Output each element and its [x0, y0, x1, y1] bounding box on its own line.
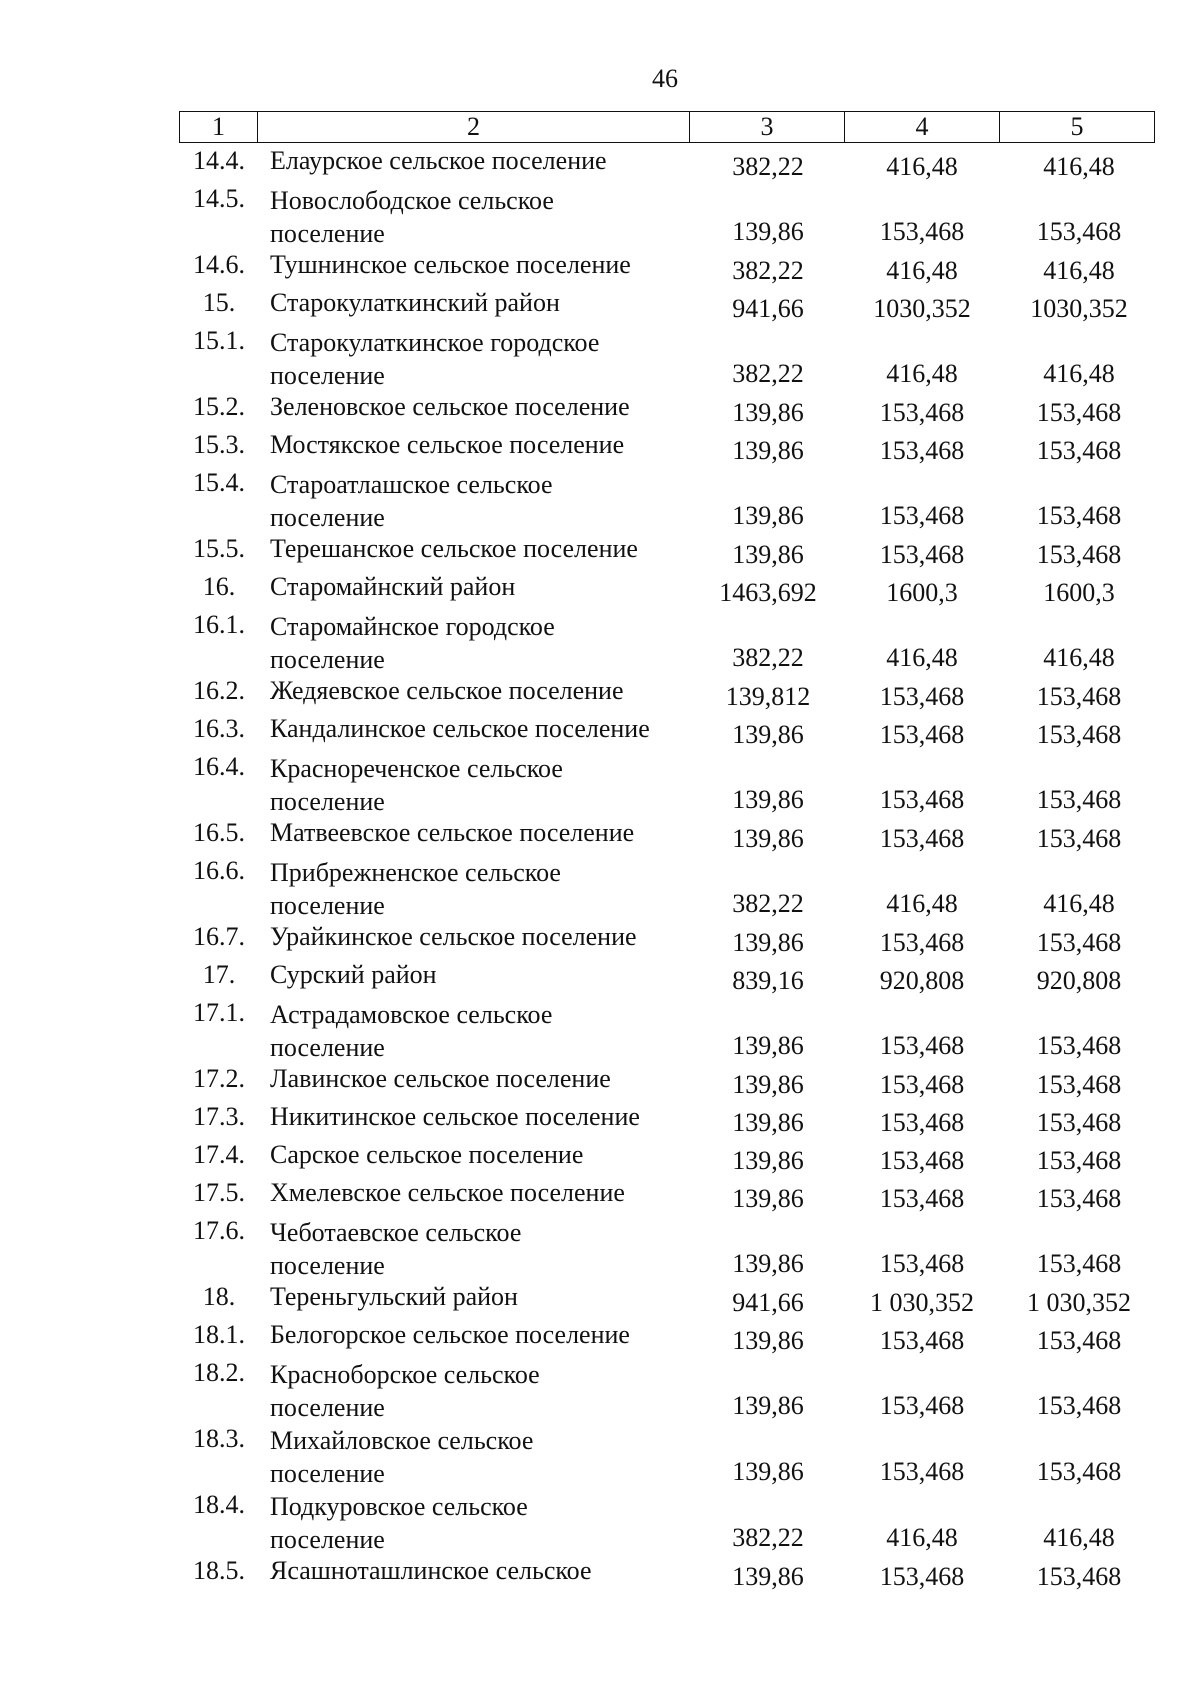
table-row [0, 714, 1200, 752]
row-value-col-4: 153,468 [879, 824, 965, 853]
row-name [270, 392, 690, 422]
row-name-line: Сарское сельское поселение [270, 1140, 584, 1169]
row-name-line: поселение [270, 503, 385, 532]
table-row [0, 1064, 1200, 1102]
row-name-line: Прибрежненское сельское [270, 858, 561, 887]
row-value-col-5: 153,468 [1036, 1249, 1122, 1278]
row-value-col-5: 153,468 [1036, 1070, 1122, 1099]
row-name [270, 1064, 690, 1094]
row-name [270, 1556, 690, 1586]
row-value-col-5: 153,468 [1036, 1391, 1122, 1420]
row-value-col-3: 382,22 [732, 152, 804, 181]
table-row [0, 572, 1200, 610]
row-value-col-4: 1030,352 [873, 294, 971, 323]
row-name [270, 184, 690, 250]
table-row [0, 1424, 1200, 1490]
row-value-col-3: 139,86 [732, 1249, 804, 1278]
row-value-col-5: 153,468 [1036, 540, 1122, 569]
table-row [0, 960, 1200, 998]
row-name-line: поселение [270, 1393, 385, 1422]
row-value-col-4: 153,468 [879, 1457, 965, 1486]
row-name-line: Кандалинское сельское поселение [270, 714, 650, 743]
row-name [270, 960, 690, 990]
table-row [0, 146, 1200, 184]
row-number: 16. [202, 572, 236, 601]
row-name [270, 676, 690, 706]
row-name-line: поселение [270, 361, 385, 390]
table-row [0, 1556, 1200, 1594]
row-name-line: Старомайнское городское [270, 612, 555, 641]
row-value-col-5: 416,48 [1043, 256, 1115, 285]
row-value-col-4: 153,468 [879, 1326, 965, 1355]
row-value-col-3: 139,86 [732, 1562, 804, 1591]
row-number: 16.1. [193, 610, 245, 639]
table-row [0, 1490, 1200, 1556]
row-name-line: Терешанское сельское поселение [270, 534, 638, 563]
row-name-line: Елаурское сельское поселение [270, 146, 607, 175]
row-name-line: Новослободское сельское [270, 186, 554, 215]
row-number: 18.3. [193, 1424, 245, 1453]
row-number: 16.3. [193, 714, 245, 743]
row-name [270, 1140, 690, 1170]
row-name-line: поселение [270, 1033, 385, 1062]
row-value-col-4: 416,48 [886, 889, 958, 918]
table-row [0, 610, 1200, 676]
row-value-col-4: 153,468 [879, 785, 965, 814]
table-row [0, 752, 1200, 818]
row-number: 14.5. [193, 184, 245, 213]
row-name-line: Урайкинское сельское поселение [270, 922, 637, 951]
row-name-line: Белогорское сельское поселение [270, 1320, 630, 1349]
row-value-col-4: 153,468 [879, 1146, 965, 1175]
row-value-col-5: 153,468 [1036, 1031, 1122, 1060]
row-value-col-3: 139,86 [732, 540, 804, 569]
table-header [179, 111, 1155, 143]
header-col-5: 5 [1070, 112, 1084, 141]
row-value-col-3: 382,22 [732, 643, 804, 672]
row-number: 16.2. [193, 676, 245, 705]
row-value-col-3: 382,22 [732, 1523, 804, 1552]
row-value-col-4: 1 030,352 [870, 1288, 974, 1317]
row-name-line: Тереньгульский район [270, 1282, 518, 1311]
row-name-line: Красноборское сельское [270, 1360, 540, 1389]
row-value-col-4: 153,468 [879, 501, 965, 530]
row-value-col-4: 153,468 [879, 682, 965, 711]
row-value-col-3: 839,16 [732, 966, 804, 995]
table-row [0, 288, 1200, 326]
row-number: 15. [202, 288, 236, 317]
row-name-line: Зеленовское сельское поселение [270, 392, 630, 421]
row-number: 18.1. [193, 1320, 245, 1349]
row-value-col-5: 153,468 [1036, 436, 1122, 465]
row-name-line: Ясашноташлинское сельское [270, 1556, 592, 1585]
table-row [0, 818, 1200, 856]
row-value-col-3: 139,86 [732, 217, 804, 246]
row-name-line: Михайловское сельское [270, 1426, 534, 1455]
row-value-col-4: 416,48 [886, 152, 958, 181]
row-value-col-4: 1600,3 [886, 578, 958, 607]
row-name [270, 1282, 690, 1312]
row-number: 15.1. [193, 326, 245, 355]
row-name [270, 250, 690, 280]
row-value-col-5: 153,468 [1036, 1184, 1122, 1213]
row-number: 15.3. [193, 430, 245, 459]
table-row [0, 1282, 1200, 1320]
row-value-col-5: 153,468 [1036, 217, 1122, 246]
row-number: 18.2. [193, 1358, 245, 1387]
header-col-3: 3 [690, 112, 845, 142]
row-name [270, 288, 690, 318]
row-value-col-4: 416,48 [886, 1523, 958, 1552]
row-value-col-5: 416,48 [1043, 889, 1115, 918]
row-value-col-4: 153,468 [879, 540, 965, 569]
row-value-col-3: 941,66 [732, 294, 804, 323]
row-name-line: поселение [270, 891, 385, 920]
table-row [0, 1178, 1200, 1216]
header-col-2: 2 [258, 112, 690, 142]
row-value-col-3: 139,86 [732, 720, 804, 749]
row-name [270, 326, 690, 392]
row-name-line: Краснореченское сельское [270, 754, 563, 783]
page-number: 46 [652, 64, 678, 93]
row-name [270, 534, 690, 564]
row-value-col-4: 153,468 [879, 1562, 965, 1591]
row-name [270, 922, 690, 952]
row-name-line: поселение [270, 787, 385, 816]
row-value-col-4: 153,468 [879, 720, 965, 749]
table-row [0, 1320, 1200, 1358]
row-name-line: поселение [270, 645, 385, 674]
row-value-col-3: 139,86 [732, 1326, 804, 1355]
row-value-col-5: 153,468 [1036, 1108, 1122, 1137]
row-name [270, 1178, 690, 1208]
table-row [0, 534, 1200, 572]
row-value-col-4: 153,468 [879, 1391, 965, 1420]
row-value-col-5: 153,468 [1036, 1326, 1122, 1355]
row-value-col-5: 1600,3 [1043, 578, 1115, 607]
row-number: 16.5. [193, 818, 245, 847]
row-name-line: поселение [270, 219, 385, 248]
row-value-col-4: 416,48 [886, 359, 958, 388]
row-name [270, 1216, 690, 1282]
row-name-line: поселение [270, 1459, 385, 1488]
row-value-col-5: 153,468 [1036, 1457, 1122, 1486]
row-value-col-3: 382,22 [732, 256, 804, 285]
row-name [270, 468, 690, 534]
row-value-col-3: 139,86 [732, 824, 804, 853]
row-value-col-3: 139,812 [725, 682, 811, 711]
row-value-col-5: 153,468 [1036, 720, 1122, 749]
row-name [270, 146, 690, 176]
header-col-4: 4 [845, 112, 1000, 142]
row-name-line: Старокулаткинский район [270, 288, 560, 317]
row-value-col-3: 139,86 [732, 1031, 804, 1060]
row-name [270, 1320, 690, 1350]
row-number: 18. [202, 1282, 236, 1311]
row-value-col-4: 920,808 [879, 966, 965, 995]
row-value-col-5: 153,468 [1036, 824, 1122, 853]
row-value-col-3: 382,22 [732, 889, 804, 918]
row-name [270, 1102, 690, 1132]
row-value-col-5: 153,468 [1036, 785, 1122, 814]
row-value-col-3: 139,86 [732, 1184, 804, 1213]
row-name-line: поселение [270, 1251, 385, 1280]
row-number: 17.3. [193, 1102, 245, 1131]
table-row [0, 998, 1200, 1064]
table-row [0, 326, 1200, 392]
row-value-col-3: 1463,692 [719, 578, 817, 607]
row-value-col-3: 382,22 [732, 359, 804, 388]
row-value-col-5: 416,48 [1043, 359, 1115, 388]
row-value-col-4: 153,468 [879, 928, 965, 957]
row-value-col-3: 139,86 [732, 1070, 804, 1099]
row-value-col-3: 139,86 [732, 1457, 804, 1486]
row-number: 18.4. [193, 1490, 245, 1519]
row-number: 15.5. [193, 534, 245, 563]
row-number: 15.2. [193, 392, 245, 421]
row-value-col-4: 153,468 [879, 1070, 965, 1099]
row-value-col-4: 153,468 [879, 1031, 965, 1060]
row-number: 16.4. [193, 752, 245, 781]
table-row [0, 392, 1200, 430]
row-name-line: Хмелевское сельское поселение [270, 1178, 625, 1207]
row-value-col-5: 920,808 [1036, 966, 1122, 995]
row-number: 18.5. [193, 1556, 245, 1585]
row-value-col-4: 153,468 [879, 1249, 965, 1278]
row-value-col-4: 153,468 [879, 398, 965, 427]
row-value-col-4: 416,48 [886, 643, 958, 672]
row-value-col-4: 416,48 [886, 256, 958, 285]
row-number: 16.6. [193, 856, 245, 885]
row-name-line: Астрадамовское сельское [270, 1000, 553, 1029]
row-value-col-5: 153,468 [1036, 398, 1122, 427]
row-name [270, 430, 690, 460]
table-row [0, 922, 1200, 960]
row-name-line: Жедяевское сельское поселение [270, 676, 624, 705]
table-row [0, 468, 1200, 534]
row-name-line: Подкуровское сельское [270, 1492, 528, 1521]
row-number: 16.7. [193, 922, 245, 951]
row-value-col-5: 416,48 [1043, 152, 1115, 181]
table-row [0, 1102, 1200, 1140]
row-value-col-5: 153,468 [1036, 1146, 1122, 1175]
row-value-col-3: 139,86 [732, 785, 804, 814]
row-name-line: Сурский район [270, 960, 437, 989]
row-name [270, 752, 690, 818]
row-value-col-3: 139,86 [732, 1108, 804, 1137]
table-row [0, 856, 1200, 922]
table-row [0, 1216, 1200, 1282]
row-value-col-3: 139,86 [732, 398, 804, 427]
row-value-col-3: 139,86 [732, 1391, 804, 1420]
row-name-line: Чеботаевское сельское [270, 1218, 522, 1247]
row-value-col-4: 153,468 [879, 217, 965, 246]
table-row [0, 676, 1200, 714]
row-number: 17. [202, 960, 236, 989]
row-name-line: Матвеевское сельское поселение [270, 818, 635, 847]
table-row [0, 184, 1200, 250]
row-number: 17.2. [193, 1064, 245, 1093]
row-name-line: Тушнинское сельское поселение [270, 250, 631, 279]
row-value-col-4: 153,468 [879, 1184, 965, 1213]
row-name-line: Лавинское сельское поселение [270, 1064, 611, 1093]
table-row [0, 1358, 1200, 1424]
row-name-line: поселение [270, 1525, 385, 1554]
row-value-col-3: 139,86 [732, 501, 804, 530]
table-row [0, 250, 1200, 288]
row-value-col-5: 1 030,352 [1027, 1288, 1131, 1317]
row-name-line: Старомайнский район [270, 572, 516, 601]
row-value-col-3: 941,66 [732, 1288, 804, 1317]
row-value-col-3: 139,86 [732, 436, 804, 465]
row-value-col-4: 153,468 [879, 1108, 965, 1137]
row-name [270, 572, 690, 602]
row-value-col-5: 416,48 [1043, 1523, 1115, 1552]
row-name [270, 856, 690, 922]
row-value-col-5: 153,468 [1036, 501, 1122, 530]
row-name [270, 1358, 690, 1424]
row-value-col-3: 139,86 [732, 928, 804, 957]
row-name [270, 818, 690, 848]
row-name [270, 1424, 690, 1490]
row-name [270, 714, 690, 744]
row-number: 14.4. [193, 146, 245, 175]
row-name-line: Никитинское сельское поселение [270, 1102, 640, 1131]
row-value-col-4: 153,468 [879, 436, 965, 465]
row-value-col-3: 139,86 [732, 1146, 804, 1175]
row-number: 17.4. [193, 1140, 245, 1169]
table-row [0, 430, 1200, 468]
row-value-col-5: 153,468 [1036, 928, 1122, 957]
header-col-1: 1 [180, 112, 258, 142]
row-name [270, 610, 690, 676]
row-name-line: Старокулаткинское городское [270, 328, 600, 357]
table-row [0, 1140, 1200, 1178]
row-name-line: Староатлашское сельское [270, 470, 553, 499]
row-name [270, 1490, 690, 1556]
table-body [0, 146, 1200, 1594]
row-name [270, 998, 690, 1064]
row-number: 17.5. [193, 1178, 245, 1207]
row-value-col-5: 153,468 [1036, 1562, 1122, 1591]
row-number: 17.6. [193, 1216, 245, 1245]
row-number: 15.4. [193, 468, 245, 497]
row-name-line: Мостякское сельское поселение [270, 430, 625, 459]
row-value-col-5: 153,468 [1036, 682, 1122, 711]
row-number: 14.6. [193, 250, 245, 279]
row-value-col-5: 1030,352 [1030, 294, 1128, 323]
row-value-col-5: 416,48 [1043, 643, 1115, 672]
row-number: 17.1. [193, 998, 245, 1027]
